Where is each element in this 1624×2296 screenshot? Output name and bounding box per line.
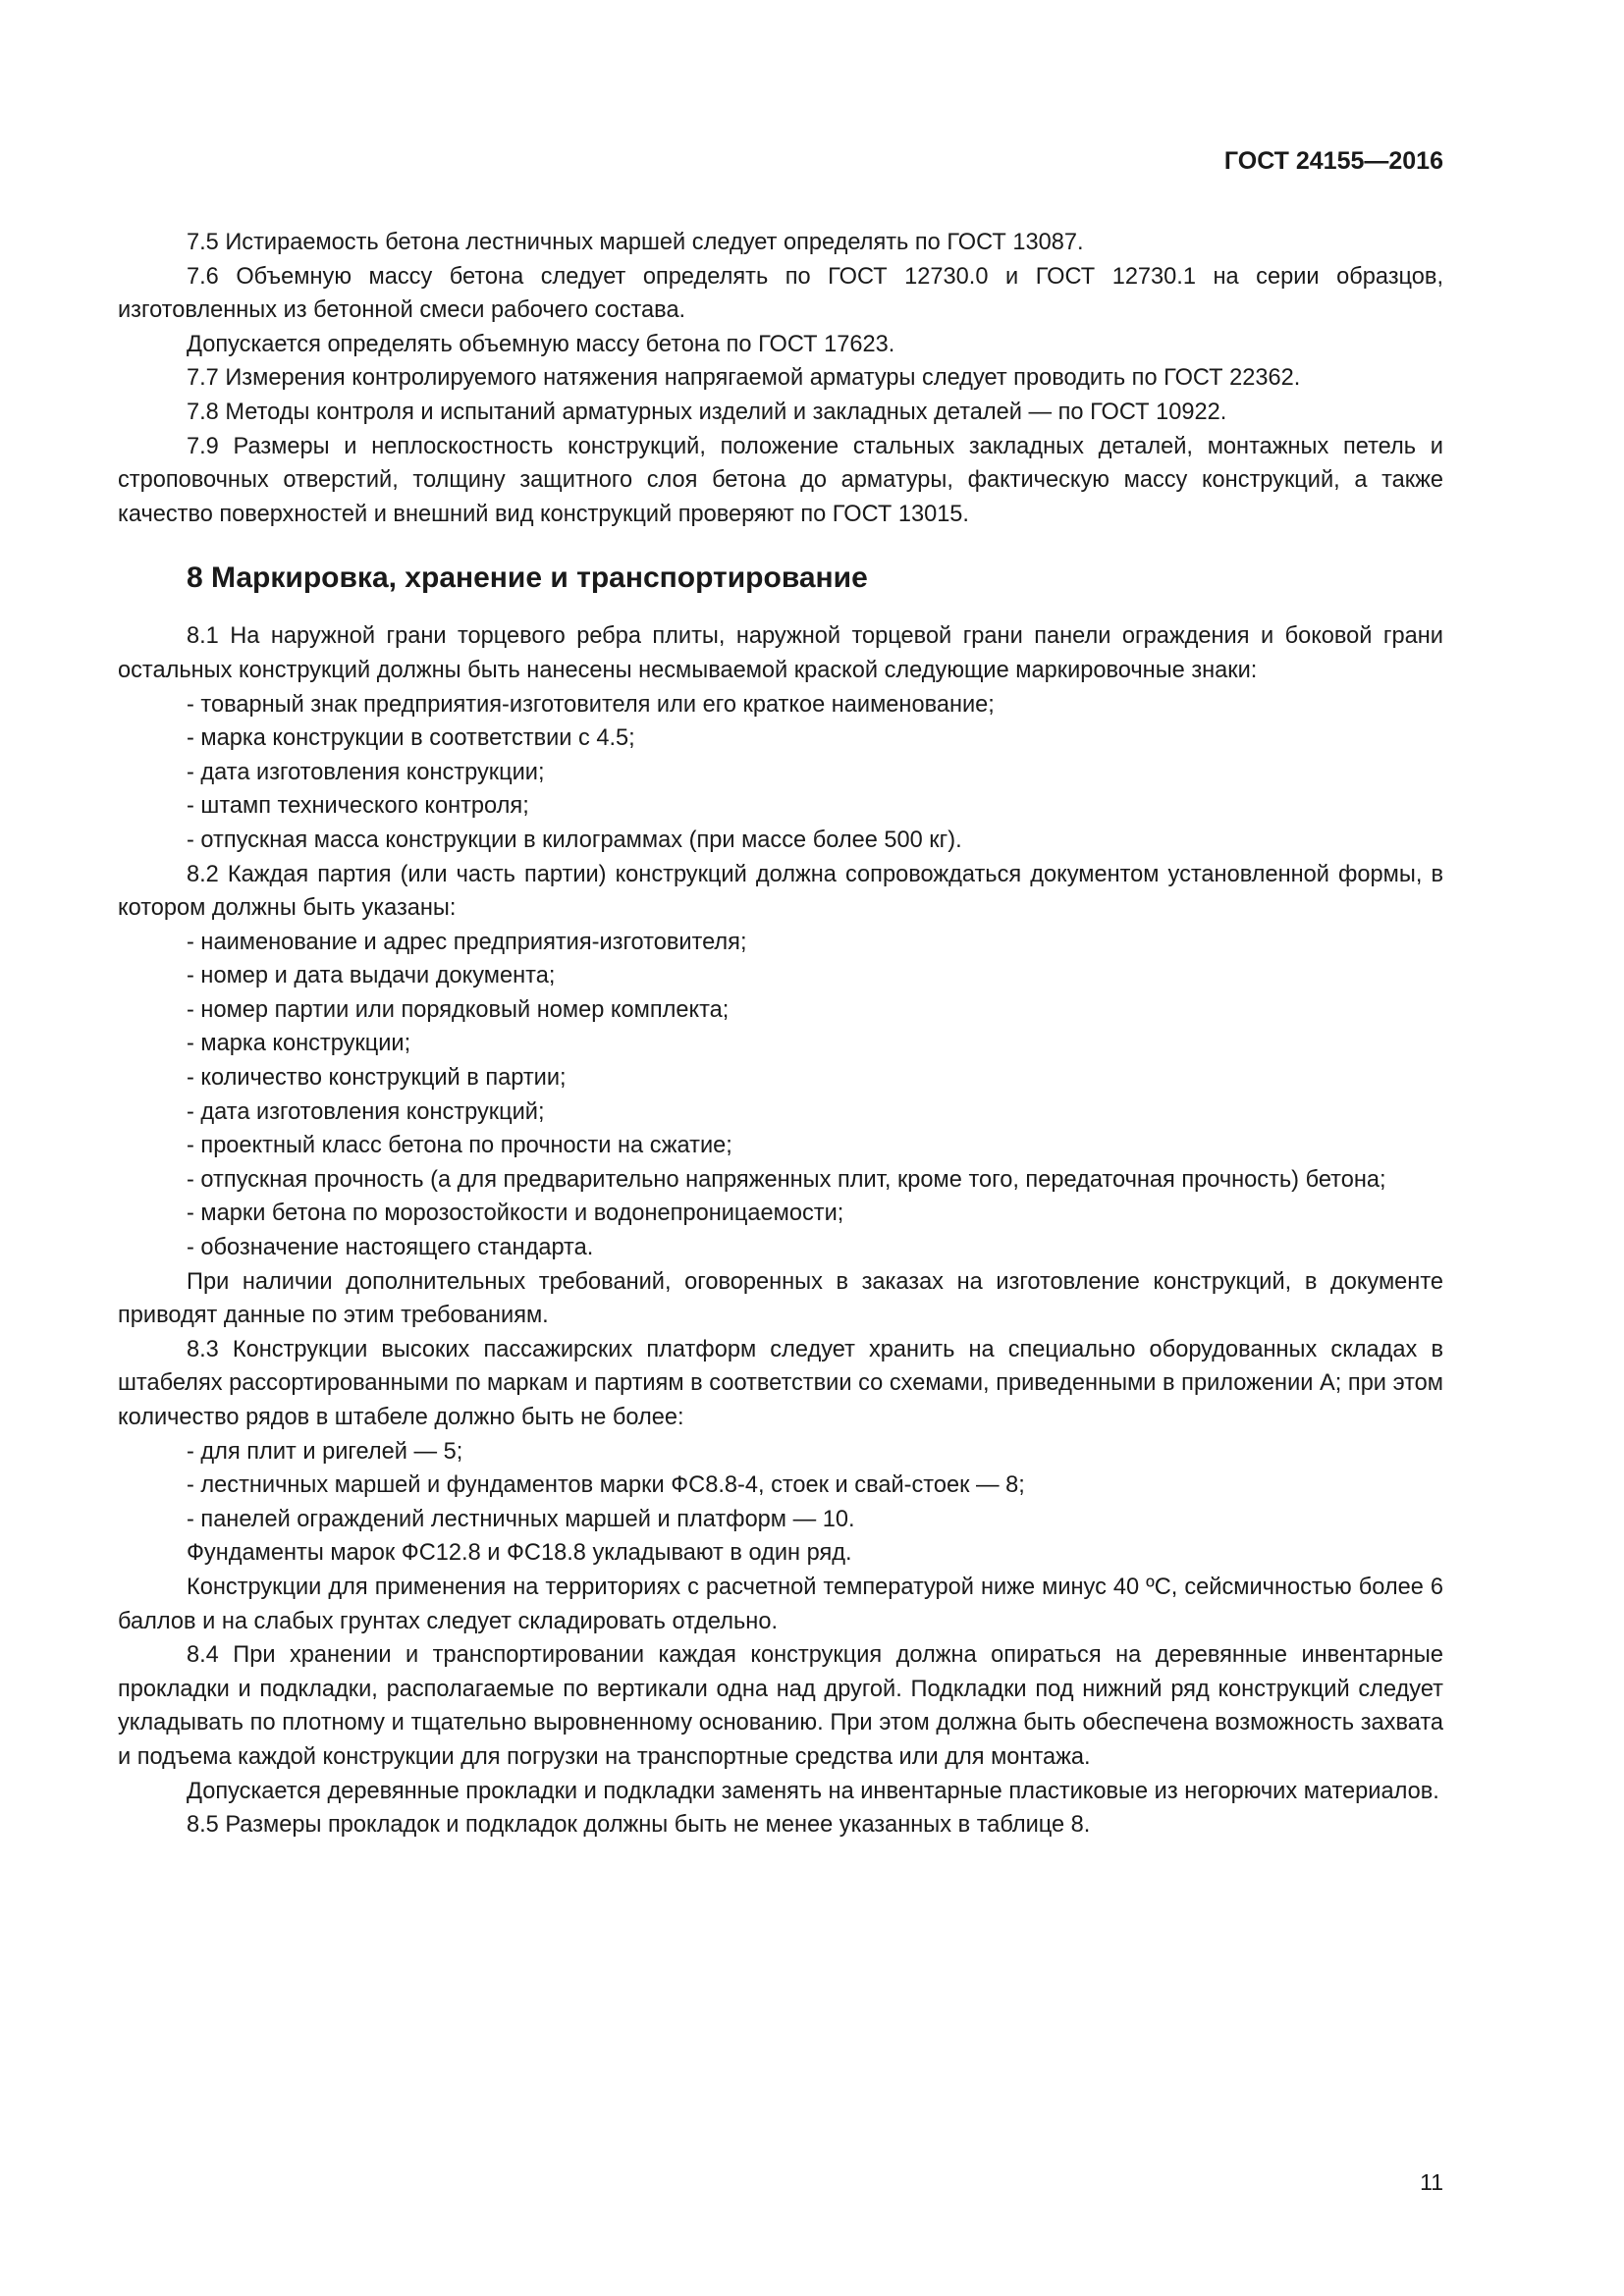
list-item: - проектный класс бетона по прочности на сжатие; bbox=[187, 1133, 732, 1159]
paragraph-8-3-note-1: Фундаменты марок ФС12.8 и ФС18.8 укладывают в один ряд. bbox=[187, 1540, 852, 1567]
document-header-id: ГОСТ 24155—2016 bbox=[1223, 147, 1443, 175]
paragraph-8-3-note-2: Конструкции для применения на территориях с расчетной температурой ниже минус 40 ºС, сейсмичностью более 6 баллов и на слабых грунтах следует складировать отдельно. bbox=[118, 1574, 1443, 1634]
paragraph-8-4: 8.4 При хранении и транспортировании каждая конструкция должна опираться на деревянные инвентарные прокладки и подкладки, располагаемые по вертикали одна над другой. Подкладки под нижний ряд конструкций следует укладывать по плотному и тщательно выровненному основанию. При этом должна быть обеспечена возможность захвата и подъема каждой конструкции для погрузки на транспортные средства или для монтажа. bbox=[118, 1642, 1443, 1770]
list-item: - марка конструкции; bbox=[187, 1031, 411, 1057]
list-item: - наименование и адрес предприятия-изготовителя; bbox=[187, 929, 747, 955]
list-item: - отпускная масса конструкции в килограммах (при массе более 500 кг). bbox=[187, 827, 962, 853]
list-item: - панелей ограждений лестничных маршей и платформ — 10. bbox=[187, 1506, 855, 1532]
list-item: - номер и дата выдачи документа; bbox=[187, 963, 556, 989]
list-item: - лестничных маршей и фундаментов марки ФС8.8-4, стоек и свай-стоек — 8; bbox=[187, 1472, 1025, 1499]
list-item: - товарный знак предприятия-изготовителя или его краткое наименование; bbox=[187, 691, 995, 718]
page-number: 11 bbox=[1420, 2169, 1443, 2195]
list-item: - отпускная прочность (а для предварительно напряженных плит, кроме того, передаточная прочность) бетона; bbox=[187, 1166, 1386, 1193]
paragraph-8-1: 8.1 На наружной грани торцевого ребра плиты, наружной торцевой грани панели ограждения и боковой грани остальных конструкций должны быть нанесены несмываемой краской следующие маркировочные знаки: bbox=[118, 623, 1443, 683]
paragraph-8-3: 8.3 Конструкции высоких пассажирских платформ следует хранить на специально оборудованных складах в штабелях рассортированными по маркам и партиям в соответствии со схемами, приведенными в приложении А; при этом количество рядов в штабеле должно быть не более: bbox=[118, 1336, 1443, 1430]
paragraph-7-6: 7.6 Объемную массу бетона следует определять по ГОСТ 12730.0 и ГОСТ 12730.1 на серии образцов, изготовленных из бетонной смеси рабочего состава. bbox=[118, 263, 1443, 324]
paragraph-7-8: 7.8 Методы контроля и испытаний арматурных изделий и закладных деталей — по ГОСТ 10922. bbox=[187, 399, 1227, 425]
paragraph-7-7: 7.7 Измерения контролируемого натяжения напрягаемой арматуры следует проводить по ГОСТ 22362. bbox=[187, 365, 1301, 392]
paragraph-7-9: 7.9 Размеры и неплоскостность конструкций, положение стальных закладных деталей, монтажных петель и строповочных отверстий, толщину защитного слоя бетона до арматуры, фактическую массу конструкций, а также качество поверхностей и внешний вид конструкций проверяют по ГОСТ 13015. bbox=[118, 433, 1443, 527]
list-item: - дата изготовления конструкции; bbox=[187, 759, 545, 785]
list-item: - обозначение настоящего стандарта. bbox=[187, 1235, 594, 1261]
list-item: - марка конструкции в соответствии с 4.5; bbox=[187, 725, 635, 752]
paragraph-8-5: 8.5 Размеры прокладок и подкладок должны быть не менее указанных в таблице 8. bbox=[187, 1812, 1091, 1839]
list-item: - для плит и ригелей — 5; bbox=[187, 1438, 463, 1465]
section-8-heading: 8 Маркировка, хранение и транспортирование bbox=[187, 561, 868, 595]
page-content bbox=[118, 226, 1443, 1842]
paragraph-8-2-note: При наличии дополнительных требований, оговоренных в заказах на изготовление конструкций, в документе приводят данные по этим требованиям. bbox=[118, 1268, 1443, 1329]
list-item: - марки бетона по морозостойкости и водонепроницаемости; bbox=[187, 1201, 844, 1227]
paragraph-8-2: 8.2 Каждая партия (или часть партии) конструкций должна сопровождаться документом установленной формы, в котором должны быть указаны: bbox=[118, 861, 1443, 922]
paragraph-8-4-note: Допускается деревянные прокладки и подкладки заменять на инвентарные пластиковые из негорючих материалов. bbox=[187, 1778, 1439, 1804]
list-item: - дата изготовления конструкций; bbox=[187, 1098, 545, 1125]
list-item: - штамп технического контроля; bbox=[187, 793, 529, 820]
list-item: - количество конструкций в партии; bbox=[187, 1065, 567, 1092]
paragraph-7-5: 7.5 Истираемость бетона лестничных маршей следует определять по ГОСТ 13087. bbox=[187, 230, 1084, 255]
list-item: - номер партии или порядковый номер комплекта; bbox=[187, 996, 730, 1023]
paragraph-7-6-note: Допускается определять объемную массу бетона по ГОСТ 17623. bbox=[187, 331, 895, 357]
